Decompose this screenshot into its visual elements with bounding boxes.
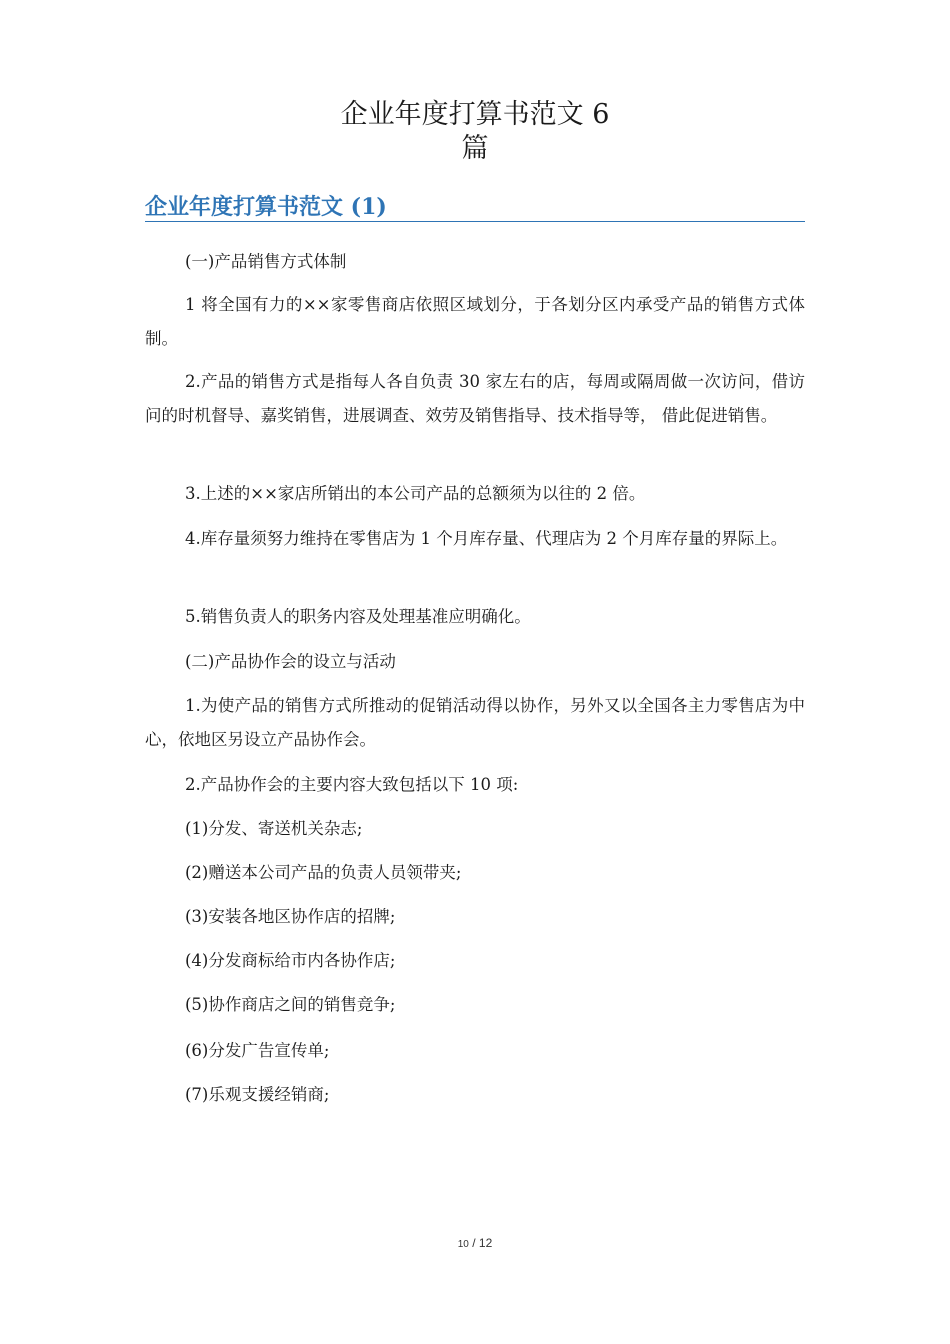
document-title-line1: 企业年度打算书范文 6 — [340, 99, 610, 130]
section-heading: 企业年度打算书范文 (1) — [145, 193, 805, 222]
paragraph: 1.为使产品的销售方式所推动的促销活动得以协作，另外又以全国各主力零售店为中心，依地区另设立产品协作会。 — [145, 696, 805, 749]
paragraph: 4.库存量须努力维持在零售店为 1 个月库存量、代理店为 2 个月库存量的界际上。 — [185, 529, 788, 548]
paragraph: 2.产品的销售方式是指每人各自负责 30 家左右的店，每周或隔周做一次访问，借访问的时机督导、嘉奖销售，进展调查、效劳及销售指导、技术指导等， 借此促进销售。 — [145, 372, 805, 425]
list-item: (3)安装各地区协作店的招牌; — [185, 907, 396, 926]
paragraph: (一)产品销售方式体制 — [185, 252, 347, 271]
page-number-footer — [0, 1236, 950, 1250]
document-title-line2: 篇 — [461, 133, 489, 164]
list-item: (6)分发广告宣传单; — [185, 1041, 330, 1060]
paragraph: 5.销售负责人的职务内容及处理基准应明确化。 — [185, 607, 531, 626]
list-item: (5)协作商店之间的销售竞争; — [185, 995, 396, 1014]
list-item: (4)分发商标给市内各协作店; — [185, 951, 396, 970]
paragraph: 2.产品协作会的主要内容大致包括以下 10 项: — [185, 775, 519, 794]
paragraph: (二)产品协作会的设立与活动 — [185, 652, 396, 671]
paragraph: 1 将全国有力的××家零售商店依照区域划分，于各划分区内承受产品的销售方式体制。 — [145, 295, 805, 348]
list-item: (1)分发、寄送机关杂志; — [185, 819, 363, 838]
list-item: (2)赠送本公司产品的负责人员领带夹; — [185, 863, 462, 882]
page-separator: / — [468, 1236, 479, 1250]
total-pages: 12 — [478, 1236, 493, 1250]
current-page-number: 10 — [457, 1239, 469, 1250]
list-item: (7)乐观支援经销商; — [185, 1085, 330, 1104]
paragraph: 3.上述的××家店所销出的本公司产品的总额须为以往的 2 倍。 — [185, 484, 646, 503]
